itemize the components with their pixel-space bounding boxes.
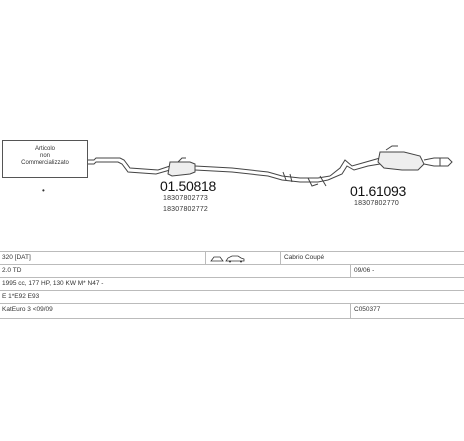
- specs-cell: 1995 cc, 177 HP, 130 KW M* N47 -: [2, 280, 104, 287]
- part-ref-1b: 18307802772: [163, 206, 209, 213]
- body-type-cell: Cabrio Coupé: [284, 254, 325, 261]
- bullet-marker: •: [42, 186, 45, 195]
- emission-cell: KatEuro 3 <09/09: [2, 306, 53, 313]
- car-body-icon: [210, 254, 250, 263]
- table-row: [0, 264, 464, 278]
- part-number-1[interactable]: 01.50818: [160, 178, 216, 194]
- table-row: [0, 277, 464, 291]
- part-ref-2a: 18307802770: [354, 200, 400, 207]
- catalog-code-cell: C050377: [354, 306, 381, 313]
- table-row: [0, 251, 464, 265]
- table-row: [0, 303, 464, 319]
- part-number-2[interactable]: 01.61093: [350, 183, 406, 199]
- note-line-2: non: [39, 153, 50, 159]
- engine-cell: 2.0 TD: [2, 267, 22, 274]
- part-ref-1a: 18307802773: [163, 195, 209, 202]
- note-line-3: Commercializzato: [21, 160, 69, 166]
- not-available-note: [2, 140, 88, 178]
- date-cell: 09/06 -: [354, 267, 375, 274]
- note-line-1: Articolo: [34, 146, 55, 152]
- model-cell: 320 [DAT]: [2, 254, 31, 261]
- column-divider: [350, 304, 351, 318]
- chassis-cell: E 1*E92 E93: [2, 293, 40, 300]
- table-row: [0, 290, 464, 304]
